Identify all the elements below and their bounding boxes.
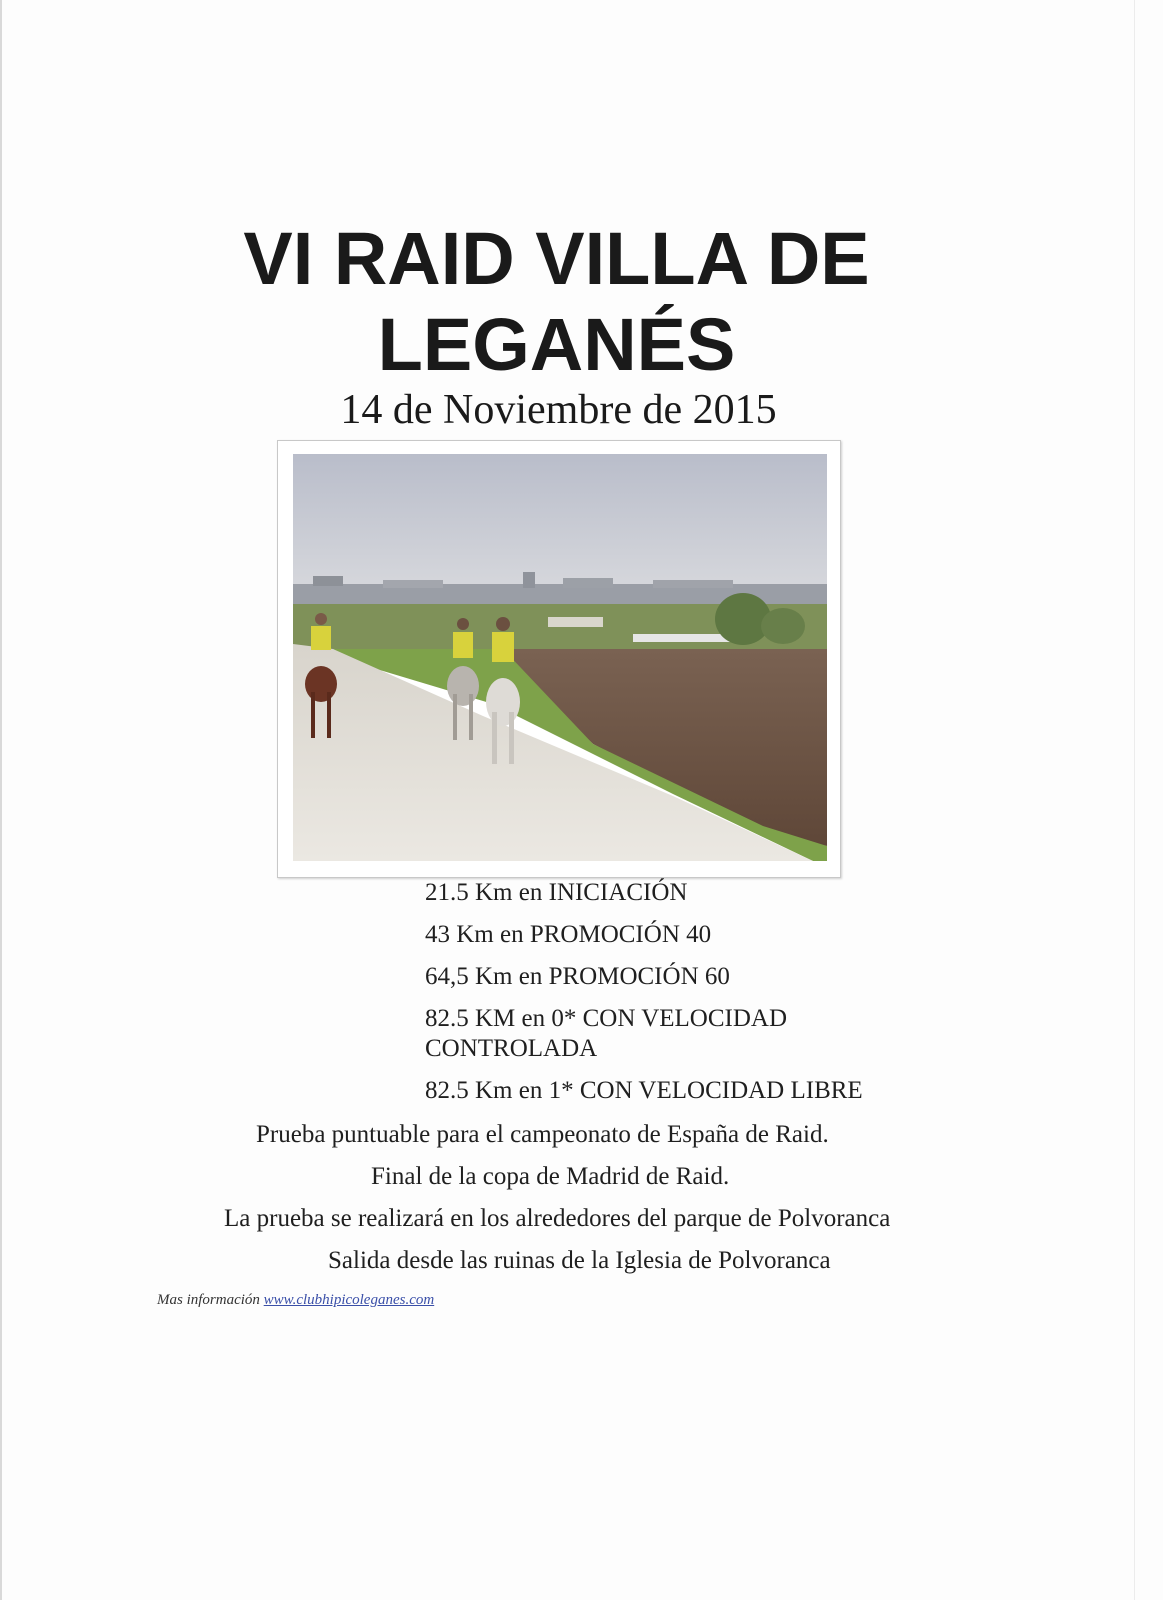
horse-riders-photo <box>293 454 827 861</box>
distance-item: 43 Km en PROMOCIÓN 40 <box>425 921 712 948</box>
title-line-2: LEGANÉS <box>377 303 736 386</box>
distance-item: 82.5 Km en 1* CON VELOCIDAD LIBRE <box>425 1077 863 1104</box>
distance-item: 64,5 Km en PROMOCIÓN 60 <box>425 963 730 990</box>
note-location: La prueba se realizará en los alrededores del parque de Polvoranca <box>224 1205 891 1232</box>
scan-edge-right <box>1134 0 1135 1600</box>
note-championship: Prueba puntuable para el campeonato de España de Raid. <box>256 1121 829 1148</box>
more-info <box>157 1292 434 1309</box>
website-link[interactable]: www.clubhipicoleganes.com <box>263 1292 435 1308</box>
photo-frame <box>277 440 841 878</box>
distance-list <box>425 878 945 1118</box>
title-line-1: VI RAID VILLA DE <box>243 217 870 300</box>
note-cup-final: Final de la copa de Madrid de Raid. <box>371 1163 730 1190</box>
event-title <box>0 216 1113 388</box>
distance-item: 82.5 KM en 0* CON VELOCIDAD CONTROLADA <box>425 1005 788 1062</box>
note-start: Salida desde las ruinas de la Iglesia de Polvoranca <box>328 1247 831 1274</box>
event-date: 14 de Noviembre de 2015 <box>340 387 777 433</box>
more-info-label: Mas información <box>157 1292 260 1308</box>
distance-item: 21.5 Km en INICIACIÓN <box>425 879 688 906</box>
